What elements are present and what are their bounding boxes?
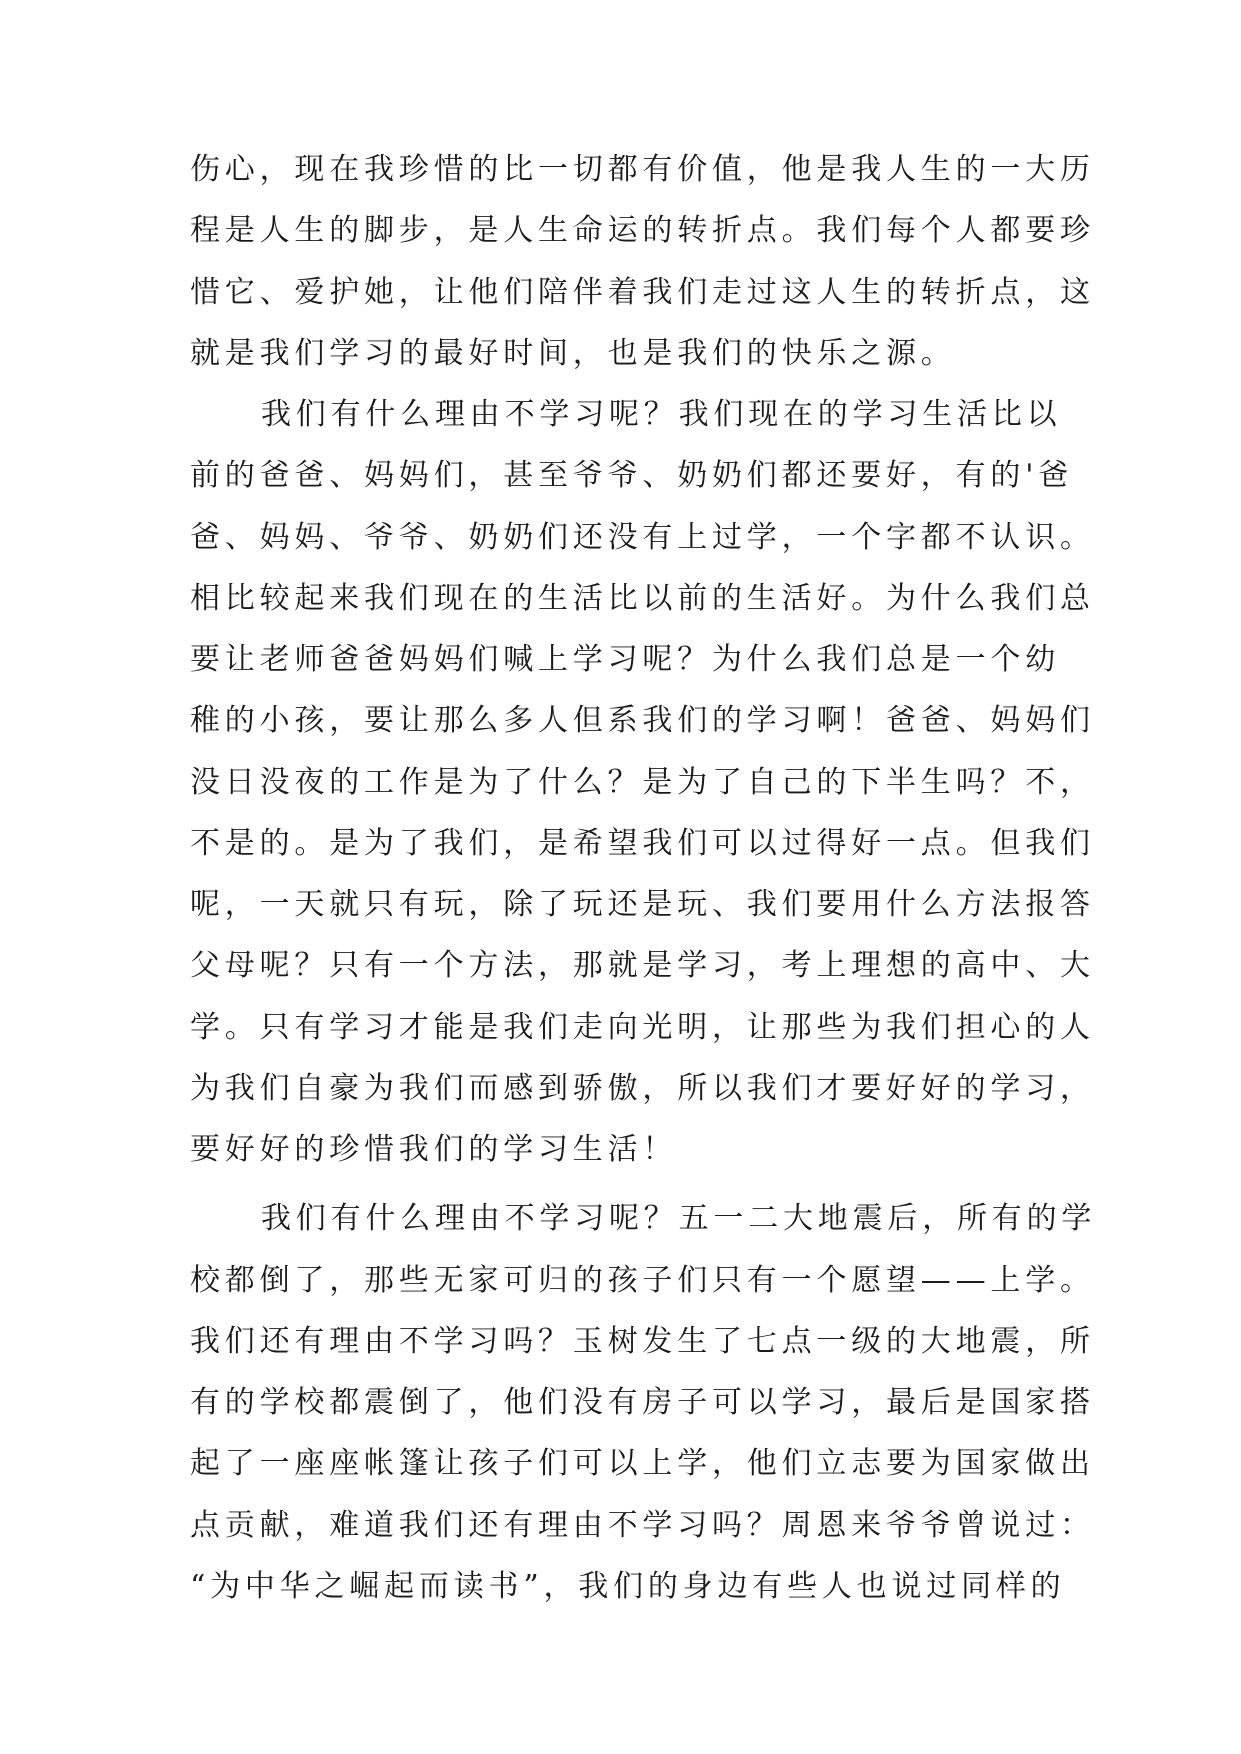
text-line: 前的爸爸、妈妈们，甚至爷爷、奶奶们都还要好，有的'爸: [190, 458, 1074, 494]
text-line: 呢，一天就只有玩，除了玩还是玩、我们要用什么方法报答: [190, 887, 1095, 922]
text-line: 没日没夜的工作是为了什么？是为了自己的下半生吗？不，: [190, 764, 1095, 800]
text-line: 起了一座座帐篷让孩子们可以上学，他们立志要为国家做出: [190, 1446, 1095, 1482]
paragraph-first-line: 我们有什么理由不学习呢？我们现在的学习生活比以: [261, 397, 1062, 432]
text-line: “为中华之崛起而读书”，我们的身边有些人也说过同样的: [190, 1568, 1066, 1604]
document-body: [190, 139, 1097, 1617]
text-line: 相比较起来我们现在的生活比以前的生活好。为什么我们总: [190, 580, 1095, 616]
text-line: 伤心，现在我珍惜的比一切都有价值，他是我人生的一大历: [190, 152, 1095, 187]
paragraph-first-line: 我们有什么理由不学习呢？五一二大地震后，所有的学: [261, 1201, 1097, 1237]
text-line: 稚的小孩，要让那么多人但系我们的学习啊！爸爸、妈妈们: [190, 703, 1095, 739]
text-line: 就是我们学习的最好时间，也是我们的快乐之源。: [190, 335, 956, 371]
text-line: 程是人生的脚步，是人生命运的转折点。我们每个人都要珍: [190, 213, 1095, 249]
text-line: 父母呢？只有一个方法，那就是学习，考上理想的高中、大: [190, 948, 1095, 984]
text-line: 我们还有理由不学习吗？玉树发生了七点一级的大地震，所: [190, 1323, 1095, 1359]
text-line: 爸、妈妈、爷爷、奶奶们还没有上过学，一个字都不认识。: [190, 519, 1095, 555]
text-line: 要好好的珍惜我们的学习生活！: [190, 1132, 678, 1167]
text-line: 惜它、爱护她，让他们陪伴着我们走过这人生的转折点，这: [190, 274, 1095, 310]
text-line: 要让老师爸爸妈妈们喊上学习呢？为什么我们总是一个幼: [190, 642, 1060, 677]
text-line: 不是的。是为了我们，是希望我们可以过得好一点。但我们: [190, 825, 1095, 861]
text-line: 校都倒了，那些无家可归的孩子们只有一个愿望——上学。: [190, 1262, 1095, 1298]
text-line: 为我们自豪为我们而感到骄傲，所以我们才要好好的学习，: [190, 1070, 1095, 1106]
text-line: 点贡献，难道我们还有理由不学习吗？周恩来爷爷曾说过：: [190, 1507, 1095, 1543]
text-line: 有的学校都震倒了，他们没有房子可以学习，最后是国家搭: [190, 1385, 1095, 1420]
text-line: 学。只有学习才能是我们走向光明，让那些为我们担心的人: [190, 1009, 1095, 1045]
